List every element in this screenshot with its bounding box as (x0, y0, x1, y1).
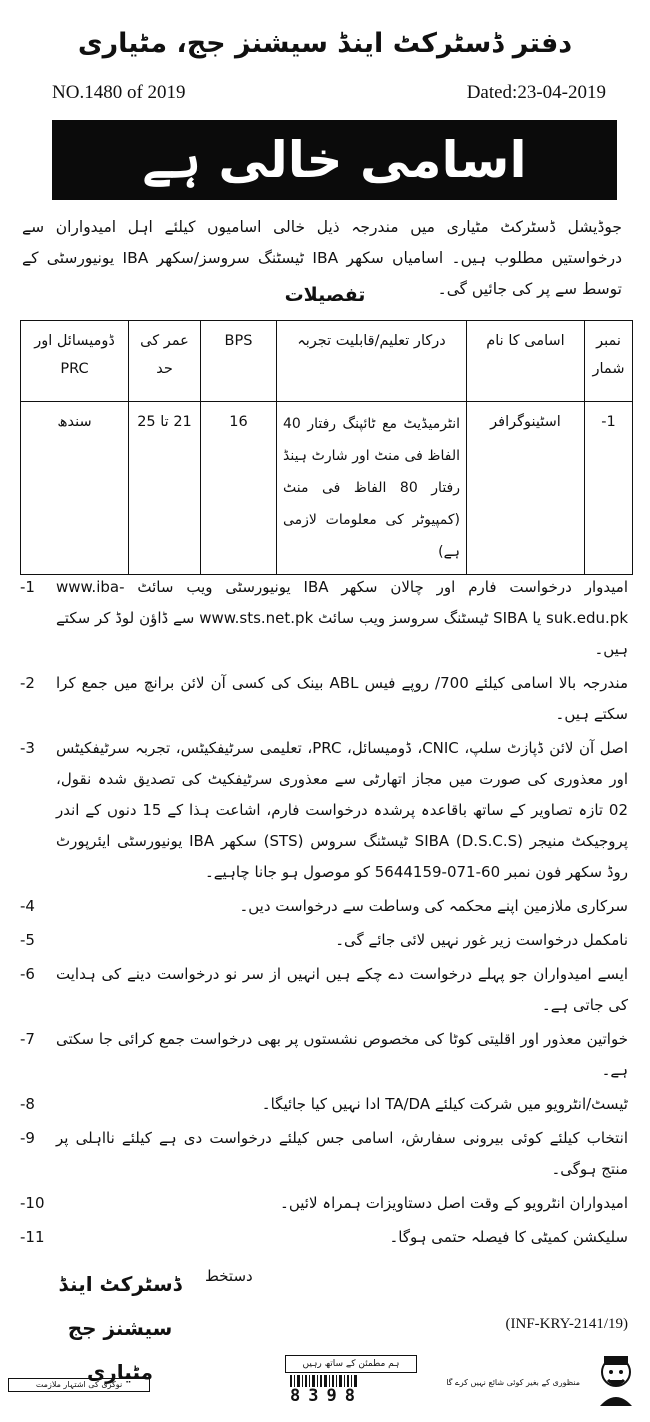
col-header-post: اسامی کا نام (467, 321, 585, 402)
reference-number: NO.1480 of 2019 (52, 82, 186, 103)
list-item (20, 1024, 632, 1086)
footer-slogan: ہم مطمئن کے ساتھ رہیں (285, 1355, 417, 1373)
col-header-qualification: درکار تعلیم/قابلیت تجربہ (277, 321, 467, 402)
item-number: -9 (20, 1129, 35, 1147)
list-item (20, 959, 632, 1021)
item-text: اصل آن لائن ڈپازٹ سلپ، CNIC، ڈومیسائل، PRC، تعلیمی سرٹیفکیٹس، تجربہ سرٹیفکیٹس اور معذوری کی صورت میں مجاز اتھارٹی سے معذوری سرٹیفکیٹ کی تصدیق شدہ نقول، 02 تازہ تصاویر کے ساتھ باقاعدہ پرشدہ درخواست فارم، اشاعت ہذا کے 15 دنوں کے اندر پروجیکٹ منیجر SIBA (D.S.C.S) ٹیسٹنگ سروس (STS) سکھر IBA یونیورسٹی ایئرپورٹ روڈ سکھر فون نمبر 60-071-5644159 کو موصول ہو جانا چاہیے۔ (56, 739, 628, 881)
office-title: دفتر ڈسٹرکٹ اینڈ سیشنز جج، مٹیاری (77, 28, 573, 59)
col-header-serial: نمبر شمار (585, 321, 633, 402)
signatory-title: ڈسٹرکٹ اینڈ سیشنز جج (58, 1272, 182, 1340)
list-item (20, 1222, 632, 1253)
item-number: -11 (20, 1228, 45, 1246)
item-number: -3 (20, 739, 35, 757)
list-item (20, 925, 632, 956)
vacancy-banner (52, 120, 617, 200)
list-item (20, 572, 632, 665)
vacancy-table (20, 320, 633, 575)
cell-bps: 16 (201, 402, 277, 575)
list-item (20, 668, 632, 730)
signatory-district: مٹیاری (86, 1360, 154, 1384)
list-item (20, 891, 632, 922)
list-item (20, 733, 632, 888)
table-header-row (21, 321, 633, 402)
details-heading: تفصیلات (284, 284, 366, 306)
item-number: -10 (20, 1194, 45, 1212)
item-number: -7 (20, 1030, 35, 1048)
item-number: -6 (20, 965, 35, 983)
item-text: سرکاری ملازمین اپنے محکمہ کی وساطت سے درخواست دیں۔ (239, 897, 628, 915)
col-header-age: عمر کی حد (129, 321, 201, 402)
item-text: ایسے امیدواران جو پہلے درخواست دے چکے ہیں انہیں از سر نو درخواست دینے کی ہدایت کی جاتی ہے۔ (56, 965, 628, 1014)
col-header-bps: BPS (201, 321, 277, 402)
item-number: -1 (20, 578, 35, 596)
item-text: ٹیسٹ/انٹرویو میں شرکت کیلئے TA/DA ادا نہیں کیا جائیگا۔ (261, 1095, 628, 1113)
cell-serial: -1 (585, 402, 633, 575)
item-text: امیدوار درخواست فارم اور چالان سکھر IBA یونیورسٹی ویب سائٹ www.iba-suk.edu.pk یا SIBA ٹیسٹنگ سروسز ویب سائٹ www.sts.net.pk سے ڈاؤن لوڈ کر سکتے ہیں۔ (56, 578, 629, 658)
footer-number: 8398 (290, 1386, 363, 1406)
item-text: انتخاب کیلئے کوئی بیرونی سفارش، اسامی جس کیلئے درخواست دی ہے کیلئے نااہلی پر منتج ہوگی۔ (56, 1129, 628, 1178)
cell-qualification: انٹرمیڈیٹ مع ٹائپنگ رفتار 40 الفاظ فی منٹ اور شارٹ ہینڈ رفتار 80 الفاظ فی منٹ (کمپیوٹر کی معلومات لازمی ہے) (277, 402, 467, 575)
item-number: -2 (20, 674, 35, 692)
item-number: -4 (20, 897, 35, 915)
item-number: -5 (20, 931, 35, 949)
table-row (21, 402, 633, 575)
item-text: مندرجہ بالا اسامی کیلئے 700/ روپے فیس ABL بینک کی کسی آن لائن برانچ میں جمع کرا سکتے ہیں۔ (56, 674, 628, 723)
col-header-domicile: ڈومیسائل اور PRC (21, 321, 129, 402)
item-text: خواتین معذور اور اقلیتی کوٹا کی مخصوص نشستوں پر بھی درخواست جمع کرائی جا سکتی ہے۔ (56, 1030, 628, 1079)
signature-label: دستخط (205, 1267, 253, 1285)
list-item (20, 1123, 632, 1185)
item-text: نامکمل درخواست زیر غور نہیں لائی جائے گی۔ (335, 931, 628, 949)
instructions-list (20, 572, 632, 1256)
item-number: -8 (20, 1095, 35, 1113)
intro-paragraph: جوڈیشل ڈسٹرکٹ مٹیاری میں مندرجہ ذیل خالی اسامیوں کیلئے اہل امیدواران سے درخواستیں مطلوب ہیں۔ اسامیاں سکھر IBA ٹیسٹنگ سروسز/سکھر IBA یونیورسٹی کے توسط سے پر کی جائیں گی۔ (22, 218, 622, 298)
item-text: امیدواران انٹرویو کے وقت اصل دستاویزات ہمراہ لائیں۔ (280, 1194, 628, 1212)
cell-domicile: سندھ (21, 402, 129, 575)
footer-mid-note: منظوری کے بغیر کوئی شائع نہیں کرے گا (446, 1378, 580, 1387)
list-item (20, 1188, 632, 1219)
list-item (20, 1089, 632, 1120)
cell-age: 21 تا 25 (129, 402, 201, 575)
item-text: سلیکشن کمیٹی کا فیصلہ حتمی ہوگا۔ (389, 1228, 628, 1246)
mascot-icon (590, 1350, 642, 1408)
vacancy-banner-text: اسامی خالی ہے (142, 131, 527, 189)
date-label: Dated:23-04-2019 (466, 82, 606, 103)
inf-code: (INF-KRY-2141/19) (505, 1316, 628, 1332)
cell-post: اسٹینوگرافر (467, 402, 585, 575)
footer-left-note: نوکری کی اشتہار ملازمت (8, 1378, 150, 1392)
